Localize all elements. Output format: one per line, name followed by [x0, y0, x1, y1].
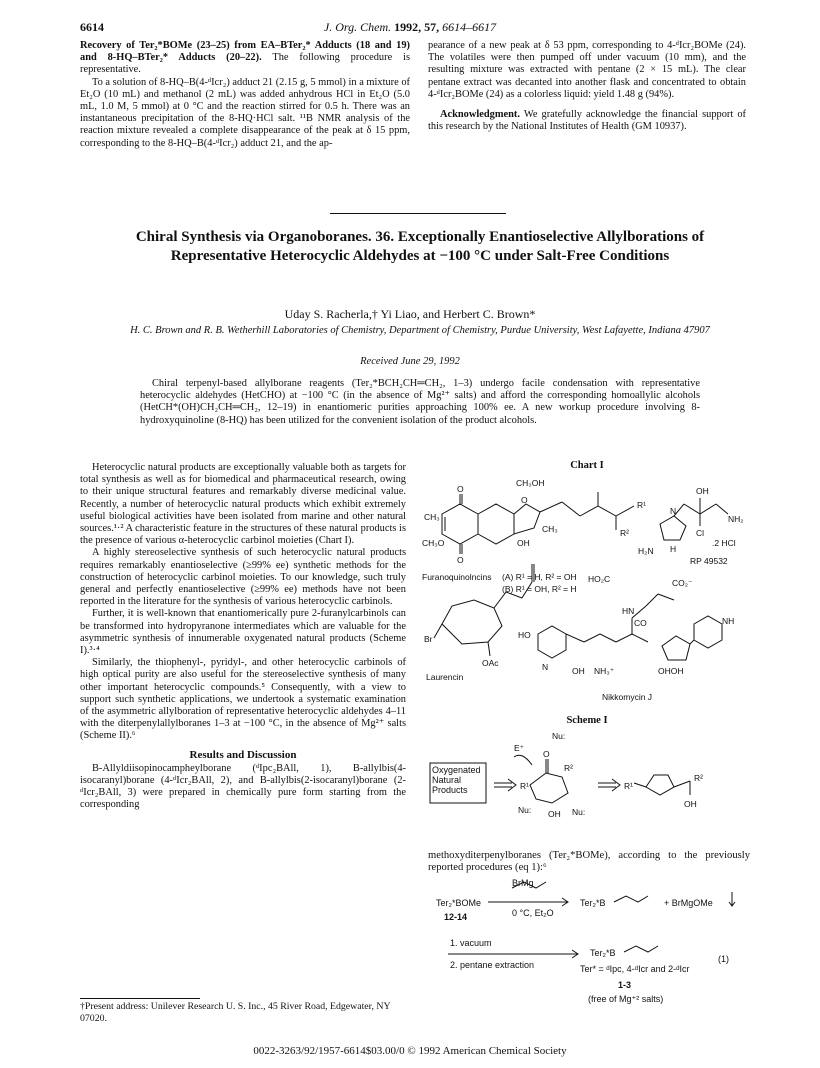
rp-h2n: H₂N [638, 546, 654, 556]
atom-oh: OH [517, 538, 530, 548]
eq-start-num: 12-14 [444, 912, 468, 922]
experimental-heading [80, 40, 410, 77]
abstract [140, 378, 700, 427]
laurencin-labels [424, 634, 499, 682]
laurencin-br: Br [424, 634, 433, 644]
page-number: 6614 [80, 20, 104, 34]
chart-1-figure [422, 460, 752, 706]
box-text: Oxygenated Natural Products [432, 765, 481, 795]
laurencin-label: Laurencin [426, 672, 464, 682]
equation-1-labels [428, 878, 750, 1038]
body-right-column [428, 850, 750, 874]
chart-1-structures [422, 474, 752, 704]
received-date: Received June 29, 1992 [360, 356, 460, 367]
nikko-nh3: NH₃⁺ [594, 666, 615, 676]
section-divider [330, 213, 506, 214]
acknowledgment-heading: Acknowledgment. [440, 109, 520, 121]
footnote-rule [80, 998, 200, 999]
copyright-line: 0022-3263/92/1957-6614$03.00/0 © 1992 American Chemical Society [253, 1045, 567, 1057]
ring-b [478, 504, 514, 544]
body-paragraph-5: B-Allyldiisopinocampheylborane (ᵈIpc₂BAll, 1), B-allylbis(4-isocaranyl)borane (4-ᵈIcr₂BAll, 2), and B-allylbis(2-isocaranyl)borane (2-ᵈIcr₂BAll, 3) were prepared in chemically pure form starting from the corresponding [80, 762, 406, 811]
rp-h: H [670, 544, 677, 554]
eq-ter-def: Ter* = ᵈIpc, 4-ᵈIcr and 2-ᵈIcr [580, 964, 690, 974]
furan-ring [514, 504, 540, 534]
furanoquinolincin-a: (A) R¹ = H, R² = OH [502, 572, 577, 582]
rp-chain-3 [700, 504, 716, 514]
rp-chain-2 [684, 504, 700, 514]
footnote: †Present address: Unilever Research U. S. Inc., 45 River Road, Edgewater, NY 07020. [80, 1001, 391, 1024]
ribose-ring [662, 636, 690, 660]
body-paragraph-4: Similarly, the thiophenyl-, pyridyl-, and other heterocyclic carbinols of high optical purity are also useful for the stereoselective synthesis of many other important heterocyclic compounds.⁵ Consequently, with a view to support such synthetic applications, we undertook a systematic examination of the asymmetric allylboration of representative heterocyclic aldehydes 4–11 with the diterpenylallylboranes 1–3 at −100 °C, in the absence of Mg²⁺ salts (Scheme II).⁶ [80, 657, 406, 742]
pyridine-ring [538, 626, 566, 658]
eq-start: Ter₂*BOMe [436, 898, 482, 908]
eq-note: (free of Mg⁺² salts) [588, 994, 664, 1004]
nikko-chain-6 [632, 634, 648, 642]
atom-r1: R¹ [637, 500, 646, 510]
uracil-ring [694, 616, 722, 648]
nikko-chain-1 [566, 634, 584, 642]
nikko-link [690, 640, 694, 644]
scheme-nu-br: Nu: [572, 807, 586, 817]
acknowledgment-text: We gratefully acknowledge the financial support of this research by the National Institutes of Health (GM 10937). [428, 109, 746, 133]
furanoquinolincin-b: (B) R¹ = OH, R² = H [502, 584, 577, 594]
results-discussion-heading: Results and Discussion [189, 748, 297, 761]
atom-ch3oh: CH₃OH [516, 478, 545, 488]
chart-1-title: Chart I [570, 460, 604, 471]
nikko-co: CO [634, 618, 647, 628]
rp-nh2: NH₂ [728, 514, 744, 524]
furanoquinolincin-structure [442, 492, 634, 554]
nikko-co2: CO₂⁻ [672, 578, 693, 588]
nikko-chain-9 [658, 594, 674, 600]
rp-label: RP 49532 [690, 556, 728, 566]
scheme-r2: R² [564, 763, 573, 773]
nikkomycin-label: Nikkomycin J [602, 692, 653, 702]
nikko-chain-3 [600, 634, 616, 642]
atom-o-bottom: O [457, 555, 464, 565]
experimental-paragraph: To a solution of 8-HQ–B(4-ᵈIcr₂) adduct 21 (2.15 g, 5 mmol) in a mixture of Et₂O (10 mL) and methanol (2 mL) was added anhydrous HCl in Et₂O (5.0 mL, 1.0 M, 5 mmol) at 0 °C and the reaction stirred for 0.5 h. There was an instantaneous precipitation of the 8-HQ·HCl salt. ¹¹B NMR analysis of the reaction mixture revealed a complete disappearance of the peak at δ 15 ppm, corresponding to the 8-HQ–B(4-ᵈIcr₂) adduct 21, and the ap- [80, 76, 410, 149]
nikko-chain-8 [646, 594, 658, 606]
side-chain-2 [562, 502, 580, 516]
scheme-1-labels [422, 729, 752, 833]
eq-step-1: 1. vacuum [450, 938, 492, 948]
eq-step-2: 2. pentane extraction [450, 960, 535, 970]
atom-o-top: O [457, 484, 464, 494]
abstract-text: Chiral terpenyl-based allylborane reagents (Ter₂*BCH₂CH═CH₂, 1–3) undergo facile condensation with representative heterocyclic aldehydes (HetCHO) at −100 °C (in the absence of Mg²⁺ salts) and afford the corresponding homoallylic alcohols (HetCH*(OH)CH₂CH═CH₂, 12–19) in enantiomeric purities approaching 100% ee. A new workup procedure involving 8-hydroxyquinoline (8-HQ) has been utilized for the convenient isolation of the product alcohols. [140, 378, 700, 426]
scheme-nu-top: Nu: [552, 731, 566, 741]
furanoquinolincin-label: Furanoquinolncins [422, 572, 492, 582]
side-chain-1 [540, 502, 562, 512]
atom-r2: R² [620, 528, 629, 538]
experimental-left-column [80, 40, 410, 150]
eq-product-2: Ter₂*B [590, 948, 616, 958]
side-chain-5 [616, 506, 634, 516]
rp-chain-4 [716, 504, 728, 514]
rp49532-structure [660, 498, 728, 540]
scheme-1-figure [422, 715, 752, 835]
laurencin-chain-1 [494, 592, 506, 608]
scheme-oh-1: OH [548, 809, 561, 819]
article-title: Chiral Synthesis via Organoboranes. 36. Exceptionally Enantioselective Allylborations of Representative Heterocyclic Aldehydes at −100 °C under Salt-Free Conditions [135, 229, 705, 264]
oxocane-ring [442, 600, 502, 644]
journal-year-volume: 1992, 57, [394, 20, 440, 34]
atom-o-furan: O [521, 495, 528, 505]
journal-name: J. Org. Chem. [323, 20, 392, 34]
equation-1 [428, 878, 750, 1038]
eq-label: (1) [718, 954, 729, 964]
body-left-column [80, 462, 406, 812]
body-paragraph-1: Heterocyclic natural products are exceptionally valuable both as targets for total synthesis as well as for biomedical and pharmaceutical research, owing to their unique structural features and remarkably diverse medicinal value. Recently, a number of heterocyclic natural products which exhibit extremely useful biological activities have been isolated from marine and other natural sources.¹·² A characteristic feature in the structures of these natural products is the presence of various α-heterocyclic carbinol moieties (Chart I). [80, 462, 406, 547]
eq-reagent-top: BrMg [512, 878, 534, 888]
side-chain-3 [580, 506, 598, 516]
laurencin-br-bond [434, 624, 442, 638]
experimental-heading-tail: The following procedure is representative. [80, 52, 410, 76]
scheme-e-plus: E⁺ [514, 743, 525, 753]
nikko-chain-2 [584, 634, 600, 642]
laurencin-oac-bond [488, 642, 490, 656]
ring-a [442, 504, 478, 544]
nikko-hn: HN [622, 606, 635, 616]
eq-byproduct: + BrMgOMe [664, 898, 713, 908]
nikkomycin-structure [538, 594, 722, 660]
experimental-right-column [428, 40, 746, 133]
scheme-r2-furan: R² [694, 773, 703, 783]
rp-hcl: .2 HCl [712, 538, 736, 548]
rp-oh: OH [696, 486, 709, 496]
atom-ch3o: CH₃O [422, 538, 445, 548]
rp49532-labels [638, 486, 744, 566]
laurencin-oac: OAc [482, 658, 499, 668]
nikko-ho2c: HO₂C [588, 574, 611, 584]
eq-conditions: 0 °C, Et₂O [512, 908, 554, 918]
imidazole-ring [660, 516, 686, 540]
scheme-1-title: Scheme I [566, 715, 608, 726]
nikko-ho: HO [518, 630, 531, 640]
nikko-chain-4 [616, 634, 632, 642]
scheme-r1-furan: R¹ [624, 781, 633, 791]
atom-ch3-right: CH₃ [542, 524, 558, 534]
nikko-ohoh: OHOH [658, 666, 684, 676]
body-right-paragraph: methoxyditerpenylboranes (Ter₂*BOMe), according to the previously reported procedures (eq 1):⁶ [428, 850, 750, 874]
nikko-nh: NH [722, 616, 735, 626]
scheme-r1: R¹ [520, 781, 529, 791]
rp-cl: Cl [696, 528, 705, 538]
body-paragraph-2: A highly stereoselective synthesis of such heterocyclic natural products requires remarkably enantioselective (≥99% ee) synthetic methods for the construction of heterocyclic carbinol moieties. To our knowledge, such truly general and perfectly enantioselective (≥99% ee) methods have not been reported in the literature for the synthesis of various heterocyclic carbinols. [80, 547, 406, 608]
scheme-oh-2: OH [684, 799, 697, 809]
running-header [0, 20, 820, 35]
scheme-nu-bl: Nu: [518, 805, 532, 815]
side-chain-4 [598, 506, 616, 516]
experimental-continued: pearance of a new peak at δ 53 ppm, corresponding to 4-ᵈIcr₂BOMe (24). The volatiles were then pumped off under vacuum (10 mm), and the resulting mixture was extracted with pentane (2 × 15 mL). The clear pentane extract was decanted into another flask and concentrated to obtain 4-ᵈIcr₂BOMe (24) as a colorless liquid: yield 1.48 g (94%). [428, 40, 746, 100]
article-authors: Uday S. Racherla,† Yi Liao, and Herbert C. Brown* [284, 307, 536, 321]
body-paragraph-3: Further, it is well-known that enantiomerically pure 2-furanylcarbinols can be transformed into hydropyranone intermediates which are valuable for the asymmetric synthesis of innumerable oxygenated natural products (Scheme I).³·⁴ [80, 608, 406, 657]
nikko-oh: OH [572, 666, 585, 676]
eq-product-1: Ter₂*B [580, 898, 606, 908]
scheme-o: O [543, 749, 550, 759]
rp-n: N [670, 506, 677, 516]
atom-ch3-left: CH₃ [424, 512, 440, 522]
eq-product-num: 1-3 [618, 980, 632, 990]
nikko-n: N [542, 662, 549, 672]
acknowledgment [428, 109, 746, 133]
article-affiliation: H. C. Brown and R. B. Wetherhill Laboratories of Chemistry, Department of Chemistry, Purdue University, West Lafayette, Indiana 47907 [130, 325, 710, 336]
page-range: 6614–6617 [442, 20, 497, 34]
experimental-heading-bold: Recovery of Ter₂*BOMe (23–25) from EA–BTer₂* Adducts (18 and 19) and 8-HQ–BTer₂* Adducts (20–22). [80, 40, 410, 64]
